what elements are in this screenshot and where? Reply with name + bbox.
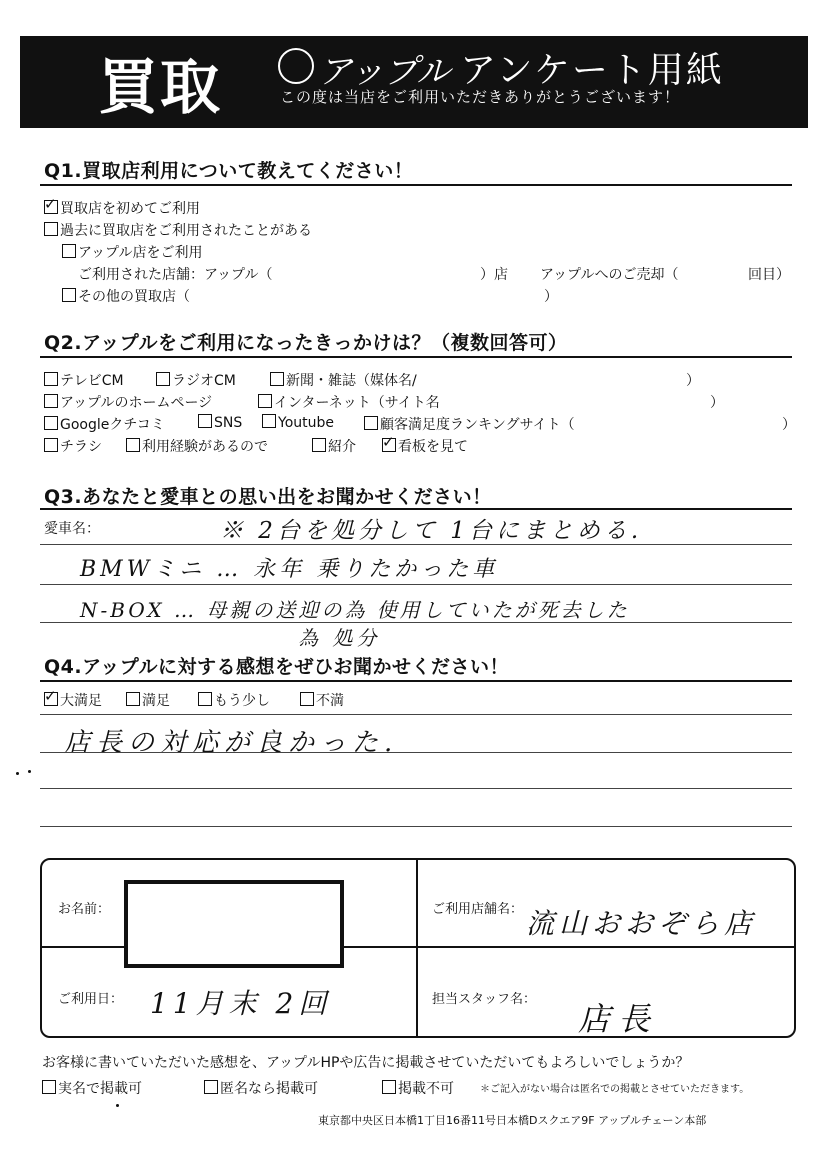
checkbox-icon[interactable] [300, 692, 314, 706]
staff-value: 店長 [578, 1000, 659, 1038]
header-brand: アップル [318, 52, 451, 92]
q3-car-label: 愛車名： [44, 521, 100, 537]
q1-option-other[interactable]: その他の買取店（ [62, 286, 190, 306]
q3-title: Q3.あなたと愛車との思い出をお聞かせください！ [44, 486, 492, 508]
q4-option-so-so[interactable]: もう少し [198, 690, 270, 710]
info-divider-vertical [416, 858, 418, 1038]
consent-option-realname[interactable]: 実名で掲載可 [42, 1078, 142, 1098]
q2-option-signboard[interactable]: ✓ 看板を見て [382, 436, 468, 456]
q2-option-flyer[interactable]: チラシ [44, 436, 102, 456]
checkbox-icon[interactable] [42, 1080, 56, 1094]
q4-line-3 [40, 788, 792, 789]
q3-line-3 [40, 622, 792, 623]
q1-title: Q1.買取店利用について教えてください！ [44, 160, 414, 182]
header-subtitle: この度は当店をご利用いただきありがとうございます！ [280, 88, 681, 106]
q4-title: Q4.アップルに対する感想をぜひお聞かせください！ [44, 656, 510, 678]
speck [116, 1104, 119, 1107]
q2-option-homepage[interactable]: アップルのホームページ [44, 392, 212, 412]
q2-row3-close: ） [782, 417, 796, 433]
q3-rule [40, 508, 792, 510]
date-value: 11月末 2回 [150, 987, 332, 1020]
header-title: アンケート用紙 [460, 50, 724, 91]
q4-line-1 [40, 714, 792, 715]
speck [16, 772, 19, 775]
q4-rule [40, 680, 792, 682]
q2-option-google[interactable]: Googleクチコミ [44, 414, 165, 434]
q4-option-dissatisfied[interactable]: 不満 [300, 690, 344, 710]
q2-option-radiocm[interactable]: ラジオCM [156, 370, 236, 390]
date-label: ご利用日： [58, 992, 124, 1007]
q3-answer-line3: N-BOX … 母親の送迎の為 使用していたが死去した [80, 598, 630, 622]
speck [28, 770, 31, 773]
consent-option-anonymous[interactable]: 匿名なら掲載可 [204, 1078, 318, 1098]
checkbox-icon[interactable] [156, 372, 170, 386]
q2-option-ranking[interactable]: 顧客満足度ランキングサイト（ [364, 414, 575, 434]
checkbox-icon[interactable] [126, 692, 140, 706]
checkbox-icon[interactable] [364, 416, 378, 430]
q1-rule [40, 184, 792, 186]
q4-line-4 [40, 826, 792, 827]
store-label: ご利用店舗名： [432, 902, 524, 917]
checkbox-icon[interactable] [204, 1080, 218, 1094]
checkbox-icon[interactable] [44, 222, 58, 236]
checkbox-icon[interactable] [382, 1080, 396, 1094]
checkbox-icon[interactable] [44, 394, 58, 408]
name-redacted-box[interactable] [124, 880, 344, 968]
q3-answer-line4: 為 処分 [298, 626, 381, 650]
q2-title: Q2.アップルをご利用になったきっかけは？（複数回答可） [44, 332, 568, 354]
header-big-title: 買取 [98, 53, 222, 123]
checkbox-icon[interactable] [126, 438, 140, 452]
q4-option-very-satisfied[interactable]: ✓大満足 [44, 690, 102, 710]
q1-option-apple[interactable]: アップル店をご利用 [62, 242, 202, 262]
q2-option-youtube[interactable]: Youtube [262, 414, 334, 431]
checkbox-checked-icon[interactable] [44, 692, 58, 706]
q3-line-2 [40, 584, 792, 585]
apple-logo-icon [278, 48, 314, 84]
q2-option-referral[interactable]: 紹介 [312, 436, 356, 456]
staff-label: 担当スタッフ名： [432, 992, 537, 1007]
checkbox-icon[interactable] [312, 438, 326, 452]
consent-question: お客様に書いていただいた感想を、アップルHPや広告に掲載させていただいてもよろしいでしょうか？ [42, 1055, 690, 1071]
name-label: お名前： [58, 902, 111, 917]
consent-option-no[interactable]: 掲載不可 [382, 1078, 454, 1098]
q1-other-close: ） [544, 289, 558, 305]
checkbox-icon[interactable] [198, 692, 212, 706]
q3-line-1 [40, 544, 792, 545]
checkbox-icon[interactable] [44, 416, 58, 430]
q2-option-tvcm[interactable]: テレビCM [44, 370, 124, 390]
checkbox-icon[interactable] [62, 288, 76, 302]
store-value: 流山おおぞら店 [526, 907, 758, 940]
q1-count-suffix: 回目） [748, 267, 790, 283]
checkbox-checked-icon[interactable] [382, 438, 396, 452]
checkbox-checked-icon[interactable] [44, 200, 58, 214]
checkbox-icon[interactable] [44, 372, 58, 386]
q4-option-satisfied[interactable]: 満足 [126, 690, 170, 710]
checkbox-icon[interactable] [258, 394, 272, 408]
q1-count-label: アップルへのご売却（ [540, 267, 679, 283]
checkbox-icon[interactable] [44, 438, 58, 452]
q1-option-first[interactable]: ✓買取店を初めてご利用 [44, 198, 200, 218]
q2-option-sns[interactable]: SNS [198, 414, 242, 431]
q2-row2-close: ） [710, 395, 724, 411]
q4-comment: 店長の対応が良かった. [64, 728, 399, 758]
q1-store-label: ご利用された店舗：アップル（ [78, 267, 273, 283]
consent-note: ＊ご記入がない場合は匿名での掲載とさせていただきます。 [480, 1084, 750, 1095]
checkbox-icon[interactable] [62, 244, 76, 258]
checkbox-icon[interactable] [198, 414, 212, 428]
q3-answer-line1: ※ 2台を処分して 1台にまとめる. [220, 518, 643, 544]
q2-rule [40, 356, 792, 358]
checkbox-icon[interactable] [262, 414, 276, 428]
q3-answer-line2: BMWミニ … 永年 乗りたかった車 [80, 557, 499, 582]
checkbox-icon[interactable] [270, 372, 284, 386]
q2-option-internet[interactable]: インターネット（サイト名 [258, 392, 440, 412]
footer-address: 東京都中央区日本橋1丁目16番11号日本橋Dスクエア9F アップルチェーン本部 [318, 1114, 707, 1127]
q2-option-experience[interactable]: 利用経験があるので [126, 436, 268, 456]
q1-option-past[interactable]: 過去に買取店をご利用されたことがある [44, 220, 312, 240]
q1-store-suffix: ）店 [480, 267, 508, 283]
q2-option-newspaper[interactable]: 新聞・雑誌（媒体名/ [270, 370, 417, 390]
q2-row1-close: ） [686, 373, 700, 389]
q4-line-2 [40, 752, 792, 753]
